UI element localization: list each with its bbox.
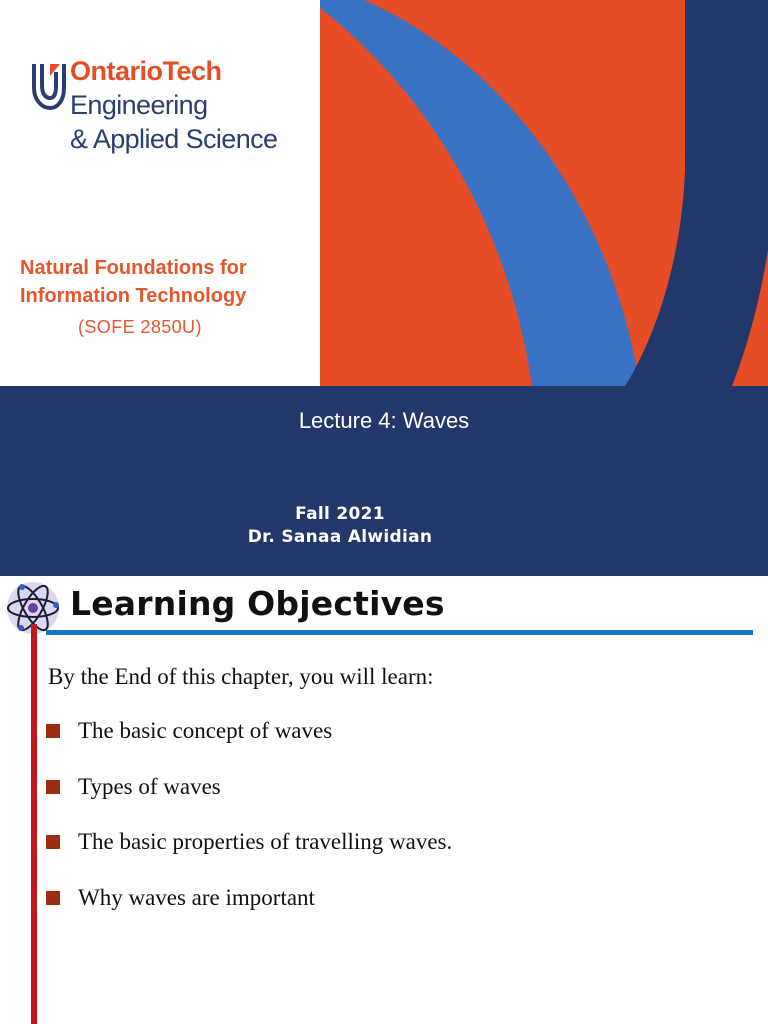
objectives-intro: By the End of this chapter, you will learn: [48, 664, 434, 689]
bullet-square-icon [46, 891, 60, 905]
objective-text: The basic concept of waves [78, 718, 333, 743]
course-title: Natural Foundations for Information Technology [20, 257, 247, 307]
bullet-square-icon [46, 724, 60, 738]
bullet-square-icon [46, 835, 60, 849]
logo-brand-prefix: Ontario [70, 56, 163, 86]
objective-text: Why waves are important [78, 884, 315, 910]
heading-divider [46, 630, 753, 635]
objective-text: Types of waves [78, 773, 221, 799]
lecture-title: Lecture 4: Waves [298, 408, 470, 433]
logo-brand [70, 56, 222, 87]
logo-line-engineering: Engineering [70, 90, 208, 120]
course-code: (SOFE 2850U) [78, 317, 202, 337]
ontario-tech-logo [30, 56, 278, 166]
objectives-heading: Learning Objectives [70, 584, 445, 623]
bullet-square-icon [46, 780, 60, 794]
instructor-name: Dr. Sanaa Alwidian [247, 527, 433, 547]
objective-text: The basic properties of travelling waves. [78, 829, 453, 854]
shield-logo-icon [30, 58, 66, 112]
logo-brand-suffix: Tech [162, 56, 222, 86]
objectives-slide [0, 576, 768, 1024]
side-divider [31, 624, 37, 1024]
term-label: Fall 2021 [295, 504, 385, 524]
logo-line-applied-science: & Applied Science [70, 124, 278, 154]
decorative-arc-graphic [320, 0, 768, 386]
